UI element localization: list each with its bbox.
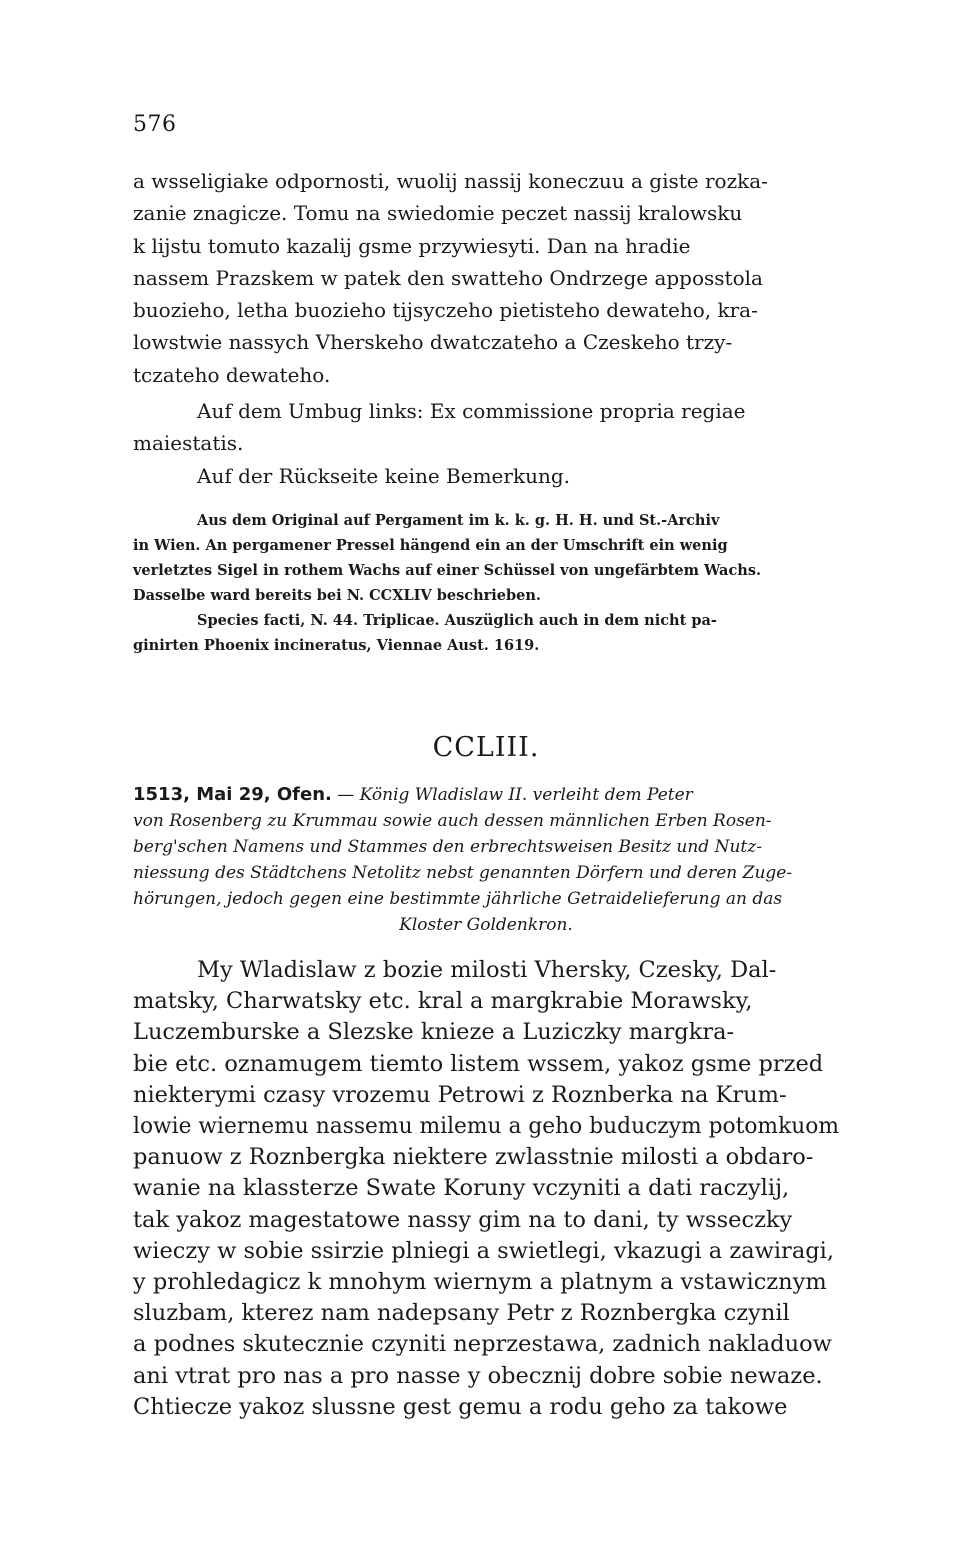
summary-line: hörungen, jedoch gegen eine bestimmte jährliche Getraidelieferung an das — [133, 889, 783, 909]
text-line: nassem Prazskem w patek den swatteho Ondrzege apposstola — [133, 265, 763, 290]
charter-line: tak yakoz magestatowe nassy gim na to dani, ty wsseczky — [133, 1206, 793, 1233]
summary-line: — König Wladislaw II. verleiht dem Peter — [337, 785, 693, 805]
charter-line: Luczemburske a Slezske knieze a Luziczky margkra- — [133, 1019, 735, 1046]
remark-line: Auf dem Umbug links: Ex commissione propria regiae — [197, 399, 746, 423]
text-line: buozieho, letha buozieho tijsyczeho pietisteho dewateho, kra- — [133, 298, 758, 323]
remark-line: maiestatis. — [133, 431, 244, 456]
charter-line: lowie wiernemu nassemu milemu a geho buduczym potomkuom — [133, 1113, 840, 1140]
note-line: in Wien. An pergamener Pressel hängend ein an der Umschrift ein wenig — [133, 537, 728, 554]
charter-line: matsky, Charwatsky etc. kral a margkrabie Morawsky, — [133, 988, 753, 1015]
text-line: k lijstu tomuto kazalij gsme przywiesyti. Dan na hradie — [133, 233, 691, 258]
summary-line: Kloster Goldenkron. — [399, 915, 573, 935]
text-line: zanie znagicze. Tomu na swiedomie peczet nassij kralowsku — [133, 201, 743, 226]
charter-text — [133, 955, 839, 1423]
page-number: 576 — [133, 112, 177, 137]
note-line: Species facti, N. 44. Triplicae. Auszüglich auch in dem nicht pa- — [197, 612, 717, 629]
summary-line: niessung des Städtchens Netolitz nebst genannten Dörfern und deren Zuge- — [133, 863, 793, 883]
date-place: 1513, Mai 29, Ofen. — [133, 784, 332, 805]
preceding-text — [133, 165, 839, 391]
remarks — [133, 395, 839, 492]
source-note — [133, 508, 839, 658]
charter-line: sluzbam, kterez nam nadepsany Petr z Roznbergka czynil — [133, 1300, 790, 1327]
text-line: tczateho dewateho. — [133, 362, 331, 387]
note-line: Dasselbe ward bereits bei N. CCXLIV beschrieben. — [133, 587, 541, 604]
note-line: verletztes Sigel in rothem Wachs auf einer Schüssel von ungefärbtem Wachs. — [133, 562, 762, 579]
remark-line: Auf der Rückseite keine Bemerkung. — [197, 463, 570, 488]
charter-line: Chtiecze yakoz slussne gest gemu a rodu geho za takowe — [133, 1393, 788, 1420]
charter-line: wanie na klassterze Swate Koruny vczyniti a dati raczylij, — [133, 1175, 790, 1202]
document-number: CCLIII. — [432, 732, 540, 763]
note-line: ginirten Phoenix incineratus, Viennae Aust. 1619. — [133, 637, 540, 654]
document-heading — [133, 782, 839, 938]
summary-line: berg'schen Namens und Stammes den erbrechtsweisen Besitz und Nutz- — [133, 837, 762, 857]
charter-line: My Wladislaw z bozie milosti Vhersky, Czesky, Dal- — [197, 957, 777, 983]
text-line: lowstwie nassych Vherskeho dwatczateho a Czeskeho trzy- — [133, 330, 733, 355]
charter-line: wieczy w sobie ssirzie plniegi a swietlegi, vkazugi a zawiragi, — [133, 1237, 834, 1264]
summary-line: von Rosenberg zu Krummau sowie auch dessen männlichen Erben Rosen- — [133, 811, 772, 831]
charter-line: a podnes skutecznie czyniti neprzestawa, zadnich nakladuow — [133, 1331, 832, 1358]
charter-line: ani vtrat pro nas a pro nasse y obecznij dobre sobie newaze. — [133, 1362, 823, 1389]
text-line: a wsseligiake odpornosti, wuolij nassij koneczuu a giste rozka- — [133, 169, 768, 193]
note-line: Aus dem Original auf Pergament im k. k. g. H. H. und St.-Archiv — [197, 512, 720, 529]
charter-line: y prohledagicz k mnohym wiernym a platnym a vstawicznym — [133, 1269, 827, 1296]
charter-line: bie etc. oznamugem tiemto listem wssem, yakoz gsme przed — [133, 1050, 824, 1077]
charter-line: niekterymi czasy vrozemu Petrowi z Roznberka na Krum- — [133, 1081, 787, 1108]
charter-line: panuow z Roznbergka niektere zwlasstnie milosti a obdaro- — [133, 1144, 814, 1171]
book-page — [133, 0, 839, 1560]
